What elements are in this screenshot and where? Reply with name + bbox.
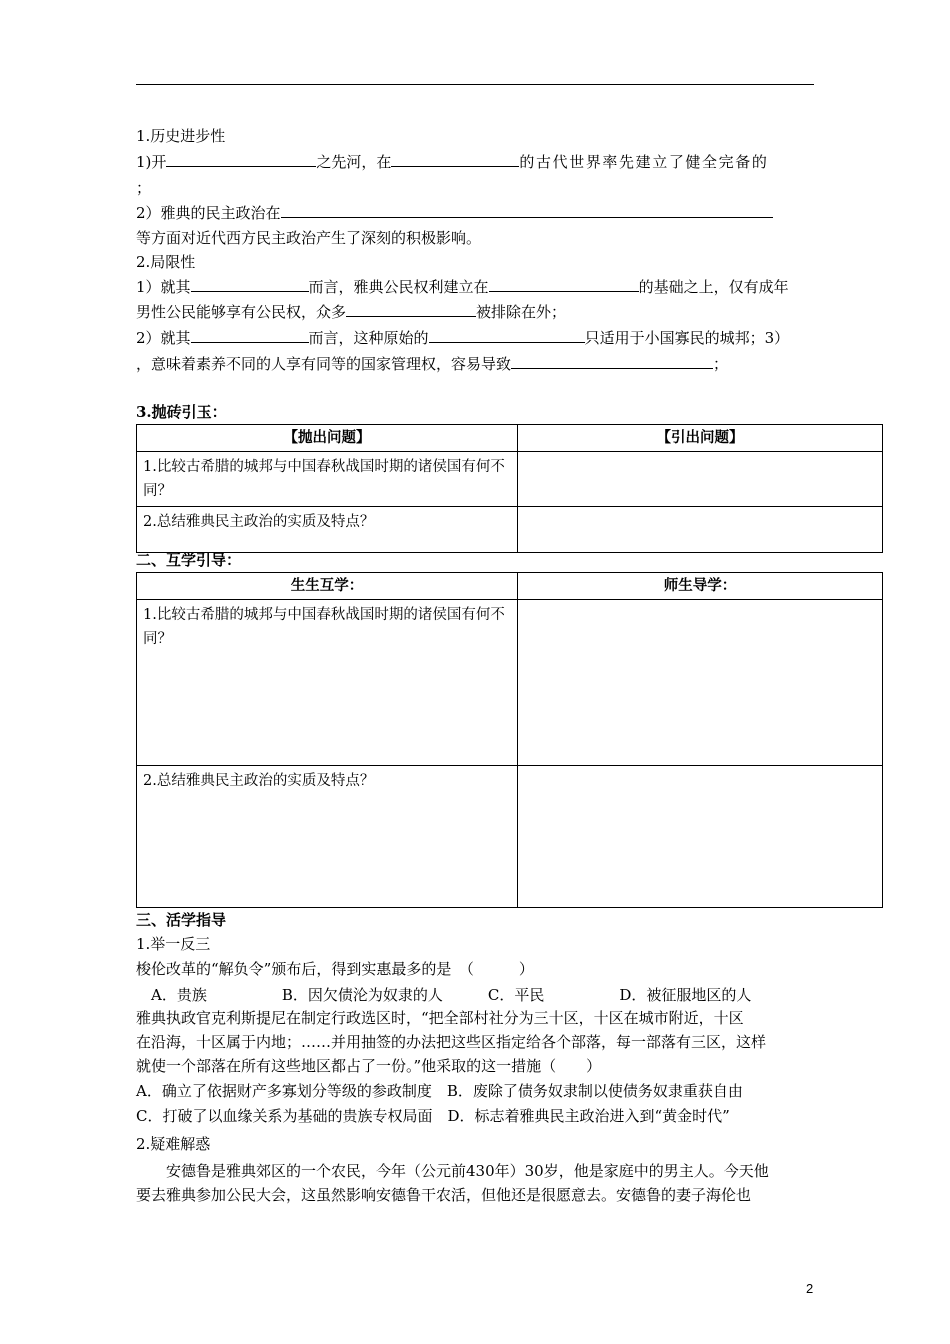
question-cell: 1.比较古希腊的城邦与中国春秋战国时期的诸侯国有何不同？ — [137, 600, 518, 766]
fill-blank[interactable] — [346, 302, 476, 317]
fill-blank[interactable] — [166, 152, 316, 167]
heading-limitation: 2.局限性 — [136, 253, 196, 271]
col-header-peer: 生生互学： — [137, 573, 518, 600]
limitation-item-1-cont: 男性公民能够享有公民权，众多 被排除在外； — [136, 303, 567, 321]
header-rule — [136, 84, 814, 85]
question-2-line-1: 雅典执政官克利斯提尼在制定行政选区时，“把全部村社分为三十区，十区在城市附近，十区 — [136, 1009, 744, 1027]
progress-item-1: 1)开 之先河，在 的古代世界率先建立了健全完备的 — [136, 153, 769, 171]
heading-progress: 1.历史进步性 — [136, 127, 226, 145]
answer-cell[interactable] — [518, 600, 883, 766]
fill-blank[interactable] — [191, 328, 309, 343]
limitation-item-3: ，意味着素养不同的人享有同等的国家管理权，容易导致 ； — [136, 355, 729, 373]
question-2-line-3: 就使一个部落在所有这些地区都占了一份。”他采取的这一措施（ ） — [136, 1057, 602, 1075]
question-cell: 2.总结雅典民主政治的实质及特点？ — [137, 766, 518, 908]
col-header-pose: 【抛出问题】 — [137, 425, 518, 452]
answer-cell[interactable] — [518, 452, 883, 507]
col-header-derive: 【引出问题】 — [518, 425, 883, 452]
section-3-title: 3.抛砖引玉： — [136, 403, 227, 421]
section-active-title: 三、活学指导 — [136, 911, 227, 929]
answer-cell[interactable] — [518, 766, 883, 908]
progress-item-2-cont: 等方面对近代西方民主政治产生了深刻的积极影响。 — [136, 229, 482, 247]
fill-blank[interactable] — [489, 277, 639, 292]
fill-blank[interactable] — [429, 328, 585, 343]
question-cell: 1.比较古希腊的城邦与中国春秋战国时期的诸侯国有何不同？ — [137, 452, 518, 507]
fill-blank[interactable] — [191, 277, 309, 292]
progress-item-1-end: ； — [136, 179, 152, 197]
question-table — [136, 424, 883, 553]
progress-item-2: 2）雅典的民主政治在 — [136, 203, 816, 223]
fill-blank[interactable] — [511, 354, 713, 369]
mutual-learning-table — [136, 572, 883, 908]
question-1: 梭伦改革的“解负令”颁布后，得到实惠最多的是 （ ） — [136, 960, 534, 978]
passage-line-1: 安德鲁是雅典郊区的一个农民，今年（公元前430年）30岁，他是家庭中的男主人。今天他 — [136, 1162, 769, 1180]
section-mutual-title: 二、互学引导： — [136, 551, 242, 569]
passage-line-2: 要去雅典参加公民大会，这虽然影响安德鲁干农活，但他还是很愿意去。安德鲁的妻子海伦也 — [136, 1186, 752, 1204]
col-header-teacher: 师生导学： — [518, 573, 883, 600]
limitation-item-2: 2）就其 而言，这种原始的 只适用于小国寡民的城邦；3） — [136, 329, 790, 347]
heading-puzzle: 2.疑难解惑 — [136, 1135, 211, 1153]
heading-analogy: 1.举一反三 — [136, 935, 211, 953]
question-1-options: A．贵族 B．因欠债沦为奴隶的人 C．平民 D．被征服地区的人 — [136, 986, 752, 1004]
fill-blank[interactable] — [391, 152, 519, 167]
limitation-item-1: 1）就其 而言，雅典公民权利建立在 的基础之上，仅有成年 — [136, 278, 789, 296]
page-number: 2 — [806, 1281, 814, 1296]
question-2-line-2: 在沿海，十区属于内地；……并用抽签的办法把这些区指定给各个部落，每一部落有三区，这样 — [136, 1033, 767, 1051]
question-2-options-cd: C．打破了以血缘关系为基础的贵族专权局面 D．标志着雅典民主政治进入到“黄金时代” — [136, 1107, 730, 1125]
question-cell: 2.总结雅典民主政治的实质及特点？ — [137, 507, 518, 553]
question-2-options-ab: A．确立了依据财产多寡划分等级的参政制度 B．废除了债务奴隶制以使债务奴隶重获自由 — [136, 1082, 743, 1100]
answer-cell[interactable] — [518, 507, 883, 553]
fill-blank[interactable] — [281, 203, 773, 218]
